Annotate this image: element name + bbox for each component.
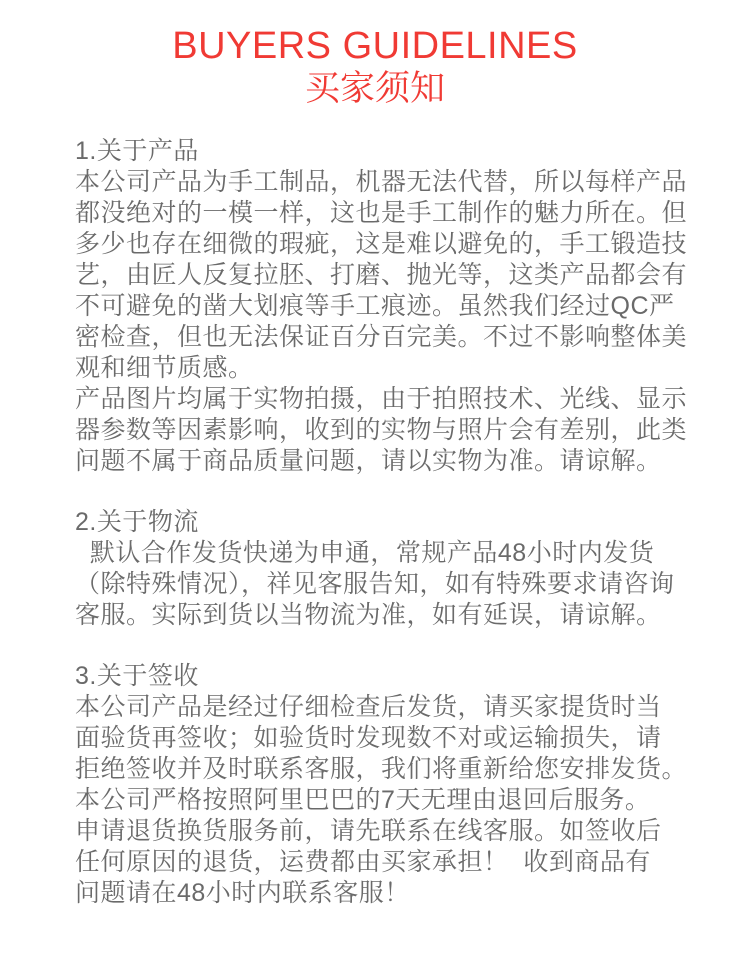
section-text-line: 本公司严格按照阿里巴巴的7天无理由退回后服务。	[75, 786, 651, 814]
section-text-line: 艺，由匠人反复拉胚、打磨、抛光等，这类产品都会有	[75, 261, 688, 289]
section-text-line: 本公司产品为手工制品，机器无法代替，所以每样产品	[75, 168, 688, 196]
section-text-line: 问题不属于商品质量问题，请以实物为准。请谅解。	[75, 447, 662, 475]
section-text-line: 产品图片均属于实物拍摄，由于拍照技术、光线、显示	[75, 385, 688, 413]
section-text-line: 面验货再签收；如验货时发现数不对或运输损失，请	[75, 724, 662, 752]
section-text-line: 本公司产品是经过仔细检查后发货，请买家提货时当	[75, 693, 662, 721]
section-text-line: 观和细节质感。	[75, 354, 254, 382]
guidelines-content	[75, 136, 690, 909]
section-text-line: 多少也存在细微的瑕疵，这是难以避免的，手工锻造技	[75, 230, 688, 258]
page-title-english: BUYERS GUIDELINES	[172, 25, 578, 67]
section-text-line: 任何原因的退货，运费都由买家承担！ 收到商品有	[75, 848, 651, 876]
section-text-line: （除特殊情况），祥见客服告知，如有特殊要求请咨询	[75, 570, 675, 598]
section-heading: 1.关于产品	[75, 137, 199, 165]
guideline-section-2	[75, 507, 690, 631]
section-text-line: 密检查，但也无法保证百分百完美。不过不影响整体美	[75, 323, 688, 351]
guideline-section-1	[75, 136, 690, 477]
section-text-line: 客服。实际到货以当物流为准，如有延误，请谅解。	[75, 601, 662, 629]
section-text-line: 拒绝签收并及时联系客服，我们将重新给您安排发货。	[75, 755, 688, 783]
page-title-chinese: 买家须知	[304, 69, 445, 108]
section-text-line: 器参数等因素影响，收到的实物与照片会有差别，此类	[75, 416, 688, 444]
section-text-line: 不可避免的凿大划痕等手工痕迹。虽然我们经过QC严	[75, 292, 675, 320]
guideline-section-3	[75, 661, 690, 909]
section-heading: 3.关于签收	[75, 662, 199, 690]
page-header	[0, 0, 750, 110]
section-text-line: 都没绝对的一模一样，这也是手工制作的魅力所在。但	[75, 199, 688, 227]
section-text-line: 默认合作发货快递为申通，常规产品48小时内发货	[75, 539, 655, 567]
section-text-line: 问题请在48小时内联系客服！	[75, 879, 410, 907]
section-text-line: 申请退货换货服务前，请先联系在线客服。如签收后	[75, 817, 662, 845]
section-heading: 2.关于物流	[75, 508, 199, 536]
